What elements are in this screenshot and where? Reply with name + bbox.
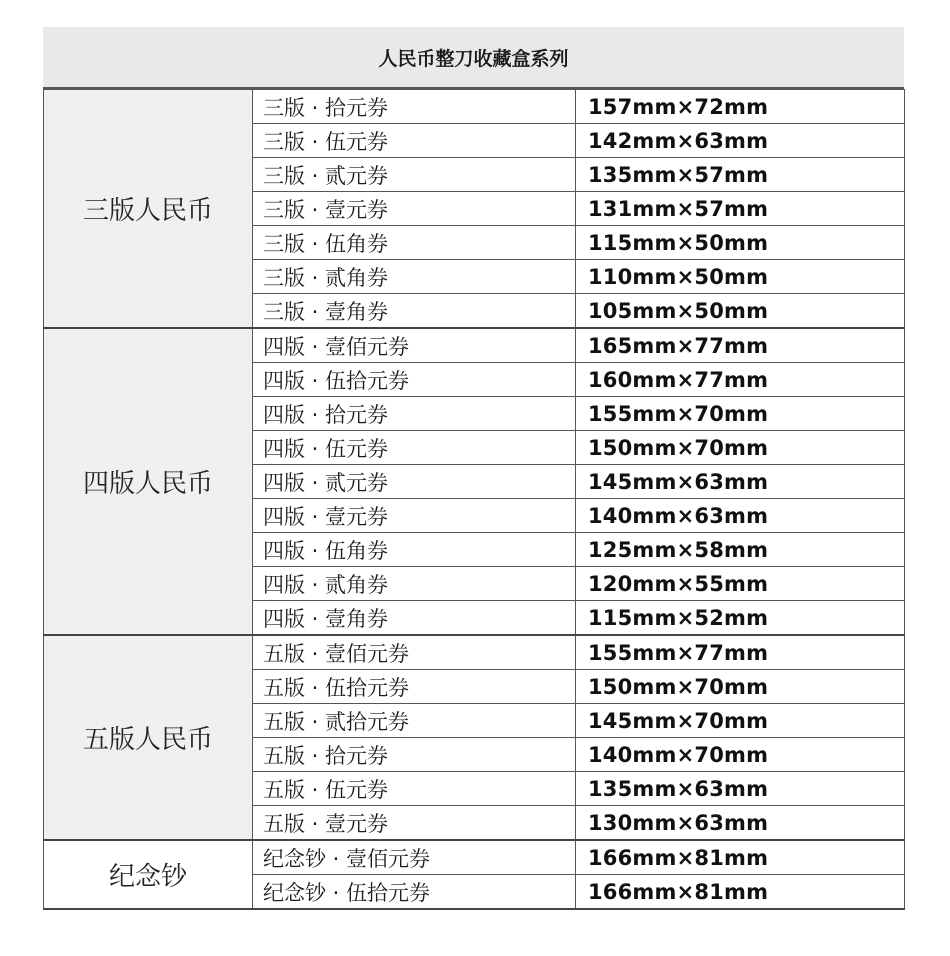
note-name-cell: 四版 · 壹角券 (253, 601, 576, 636)
box-size-cell: 145mm×70mm (576, 704, 905, 738)
box-size-cell: 115mm×50mm (576, 226, 905, 260)
note-name-cell: 纪念钞 · 伍拾元券 (253, 875, 576, 910)
box-size-cell: 157mm×72mm (576, 90, 905, 124)
note-name-cell: 五版 · 壹佰元券 (253, 635, 576, 670)
note-name-cell: 三版 · 贰元券 (253, 158, 576, 192)
note-name-cell: 五版 · 壹元券 (253, 806, 576, 841)
size-table-body (44, 90, 905, 910)
note-name-cell: 三版 · 壹角券 (253, 294, 576, 329)
note-name-cell: 四版 · 拾元券 (253, 397, 576, 431)
note-name-cell: 三版 · 伍角券 (253, 226, 576, 260)
box-size-cell: 130mm×63mm (576, 806, 905, 841)
box-size-cell: 155mm×77mm (576, 635, 905, 670)
note-name-cell: 五版 · 伍元券 (253, 772, 576, 806)
box-size-cell: 160mm×77mm (576, 363, 905, 397)
box-size-cell: 145mm×63mm (576, 465, 905, 499)
box-size-cell: 142mm×63mm (576, 124, 905, 158)
box-size-cell: 135mm×63mm (576, 772, 905, 806)
note-name-cell: 五版 · 贰拾元券 (253, 704, 576, 738)
box-size-cell: 135mm×57mm (576, 158, 905, 192)
note-name-cell: 四版 · 壹佰元券 (253, 328, 576, 363)
box-size-cell: 155mm×70mm (576, 397, 905, 431)
box-size-cell: 105mm×50mm (576, 294, 905, 329)
box-size-cell: 166mm×81mm (576, 875, 905, 910)
box-size-cell: 120mm×55mm (576, 567, 905, 601)
box-size-cell: 115mm×52mm (576, 601, 905, 636)
note-name-cell: 三版 · 伍元券 (253, 124, 576, 158)
series-group-label: 五版人民币 (44, 635, 253, 840)
box-size-cell: 140mm×70mm (576, 738, 905, 772)
box-size-cell: 165mm×77mm (576, 328, 905, 363)
note-name-cell: 四版 · 壹元券 (253, 499, 576, 533)
table-row (44, 328, 905, 363)
box-size-cell: 150mm×70mm (576, 431, 905, 465)
table-title: 人民币整刀收藏盒系列 (43, 27, 904, 89)
series-group-label: 三版人民币 (44, 90, 253, 329)
table-row (44, 90, 905, 124)
note-name-cell: 五版 · 伍拾元券 (253, 670, 576, 704)
box-size-cell: 110mm×50mm (576, 260, 905, 294)
table-row (44, 840, 905, 875)
size-table (43, 89, 905, 910)
note-name-cell: 四版 · 伍拾元券 (253, 363, 576, 397)
collection-box-spec-sheet (43, 27, 904, 910)
note-name-cell: 三版 · 贰角券 (253, 260, 576, 294)
box-size-cell: 166mm×81mm (576, 840, 905, 875)
box-size-cell: 140mm×63mm (576, 499, 905, 533)
series-group-label: 纪念钞 (44, 840, 253, 909)
note-name-cell: 四版 · 伍角券 (253, 533, 576, 567)
box-size-cell: 131mm×57mm (576, 192, 905, 226)
note-name-cell: 三版 · 拾元券 (253, 90, 576, 124)
note-name-cell: 五版 · 拾元券 (253, 738, 576, 772)
note-name-cell: 四版 · 贰角券 (253, 567, 576, 601)
box-size-cell: 125mm×58mm (576, 533, 905, 567)
box-size-cell: 150mm×70mm (576, 670, 905, 704)
table-row (44, 635, 905, 670)
note-name-cell: 四版 · 贰元券 (253, 465, 576, 499)
series-group-label: 四版人民币 (44, 328, 253, 635)
note-name-cell: 四版 · 伍元券 (253, 431, 576, 465)
note-name-cell: 纪念钞 · 壹佰元券 (253, 840, 576, 875)
note-name-cell: 三版 · 壹元券 (253, 192, 576, 226)
